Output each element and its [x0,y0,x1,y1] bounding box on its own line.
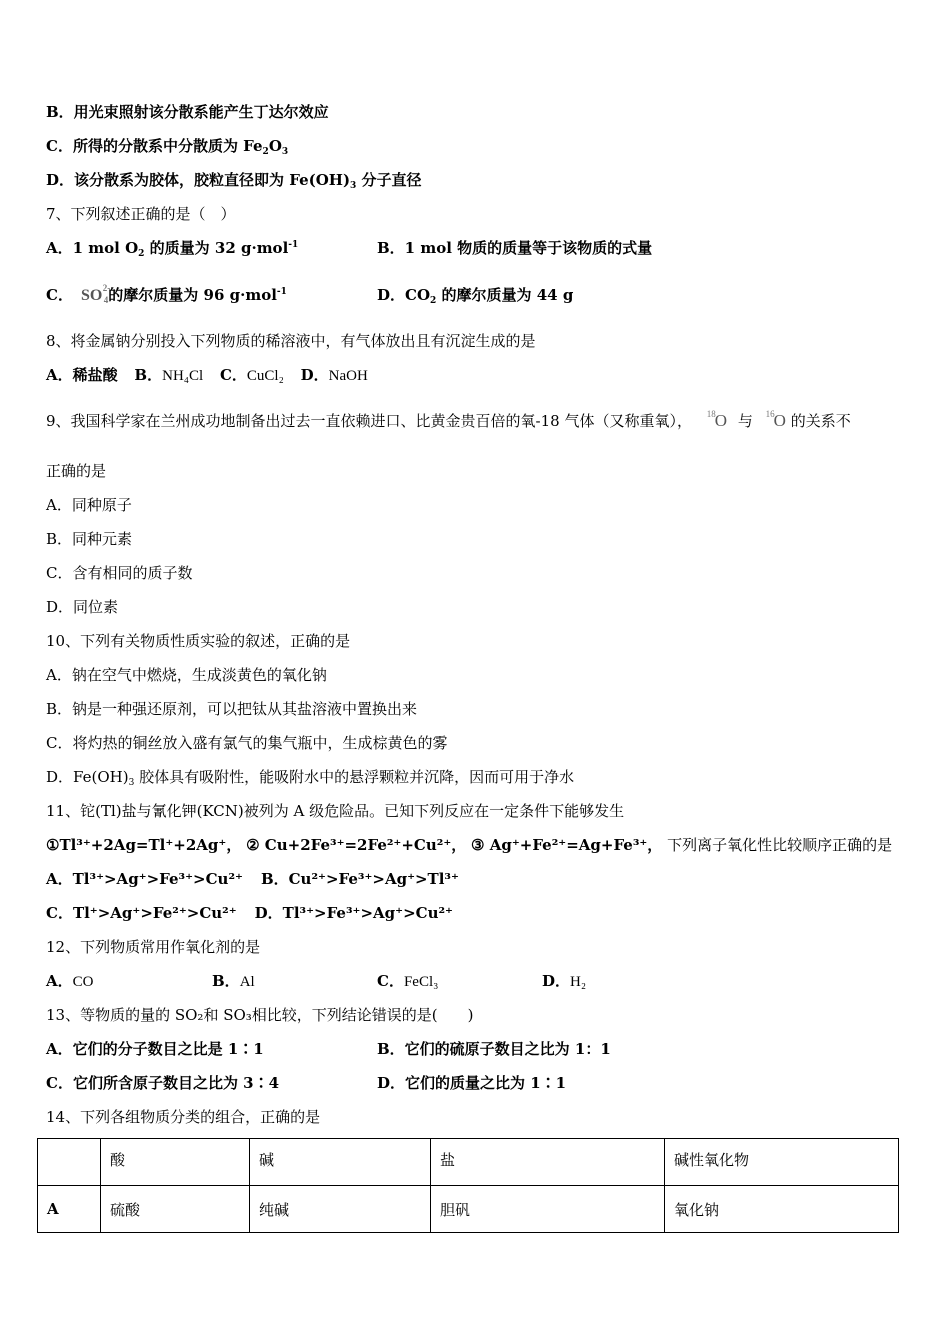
q7-stem: 7、下列叙述正确的是（ ） [46,205,236,223]
table-cell: 纯碱 [250,1186,431,1233]
oxygen-18-isotope: 18 O [706,409,728,430]
q9-option-a: A．同种原子 [46,496,132,514]
q7-option-d: D．$CO_2$ 的摩尔质量为 44 g [377,286,574,306]
q11-reactions: ①Tl³⁺+2Ag=Tl⁺+2Ag⁺， ② Cu+2Fe³⁺=2Fe²⁺+Cu²⁺， ③ Ag⁺+Fe²⁺=Ag+Fe³⁺， 下列离子氧化性比较顺序正确的是 [46,836,893,854]
q12-option-c: C．FeCl₃ [377,972,439,990]
q12-stem: 12、下列物质常用作氧化剂的是 [46,938,261,956]
q14-stem: 14、下列各组物质分类的组合，正确的是 [46,1108,321,1126]
q13-stem: 13、等物质的量的 SO₂和 SO₃相比较，下列结论错误的是( ) [46,1006,474,1024]
table-header-cell: 酸 [101,1139,250,1186]
q9-stem-line2: 正确的是 [46,462,107,480]
q7-option-c: C． SO 2- 4 的摩尔质量为 96 g·mol$^{-1}$ [46,283,287,305]
q7-option-b: B．1 mol 物质的质量等于该物质的式量 [377,239,653,257]
q13-option-c: C．它们所含原子数目之比为 3∶4 [46,1074,280,1092]
table-cell: A [38,1186,101,1233]
q10-option-d: D．$Fe(OH)_3$ 胶体具有吸附性，能吸附水中的悬浮颗粒并沉降，因而可用于净水 [46,768,575,788]
q9-option-d: D．同位素 [46,598,119,616]
q9-stem-line1: 9、我国科学家在兰州成功地制备出过去一直依赖进口、比黄金贵百倍的氧-18 气体（又称重氧）， 18 O 与 16 O 的关系不 [46,409,851,430]
q6-option-d: D．该分散系为胶体，胶粒直径即为 $Fe(OH)_3$ 分子直径 [46,171,422,191]
table-cell: 氧化钠 [665,1186,899,1233]
q10-option-a: A．钠在空气中燃烧，生成淡黄色的氧化钠 [46,666,327,684]
q10-option-c: C．将灼热的铜丝放入盛有氯气的集气瓶中，生成棕黄色的雾 [46,734,448,752]
table-header-cell: 碱性氧化物 [665,1139,899,1186]
classification-table [37,1138,899,1233]
table-row [38,1186,899,1233]
q12-option-d: D．H₂ [542,972,587,990]
table-cell: 胆矾 [431,1186,665,1233]
q6-option-c: C．所得的分散系中分散质为 $Fe_2O_3$ [46,137,289,157]
oxygen-16-isotope: 16 O [765,409,786,430]
q13-option-a: A．它们的分子数目之比是 1∶1 [46,1040,264,1058]
table-header-cell: 碱 [250,1139,431,1186]
q12-option-a: A．CO [46,972,94,990]
q11-options-ab: A．Tl³⁺>Ag⁺>Fe³⁺>Cu²⁺ B．Cu²⁺>Fe³⁺>Ag⁺>Tl³⁺ [46,870,459,888]
q10-option-b: B．钠是一种强还原剂，可以把钛从其盐溶液中置换出来 [46,700,418,718]
q11-stem: 11、铊(Tl)盐与氰化钾(KCN)被列为 A 级危险品。已知下列反应在一定条件下能够发生 [46,802,625,820]
sulfate-ion-formula: SO 2- 4 [80,283,111,305]
q11-options-cd: C．Tl⁺>Ag⁺>Fe²⁺>Cu²⁺ D．Tl³⁺>Fe³⁺>Ag⁺>Cu²⁺ [46,904,453,922]
q13-option-d: D．它们的质量之比为 1∶1 [377,1074,567,1092]
q6-option-b: B．用光束照射该分散系能产生丁达尔效应 [46,103,329,121]
q8-options: A．稀盐酸 B．NH₄Cl C．CuCl₂ D．NaOH [46,366,368,384]
q9-option-b: B．同种元素 [46,530,133,548]
table-header-cell: 盐 [431,1139,665,1186]
q10-stem: 10、下列有关物质性质实验的叙述，正确的是 [46,632,351,650]
q12-option-b: B．Al [212,972,255,990]
q9-option-c: C．含有相同的质子数 [46,564,193,582]
table-header-row [38,1139,899,1186]
q7-option-a: A．1 mol $O_2$ 的质量为 32 g·mol$^{-1}$ [46,239,299,259]
table-cell: 硫酸 [101,1186,250,1233]
q8-stem: 8、将金属钠分别投入下列物质的稀溶液中，有气体放出且有沉淀生成的是 [46,332,536,350]
table-header-cell [38,1139,101,1186]
q13-option-b: B．它们的硫原子数目之比为 1：1 [377,1040,611,1058]
